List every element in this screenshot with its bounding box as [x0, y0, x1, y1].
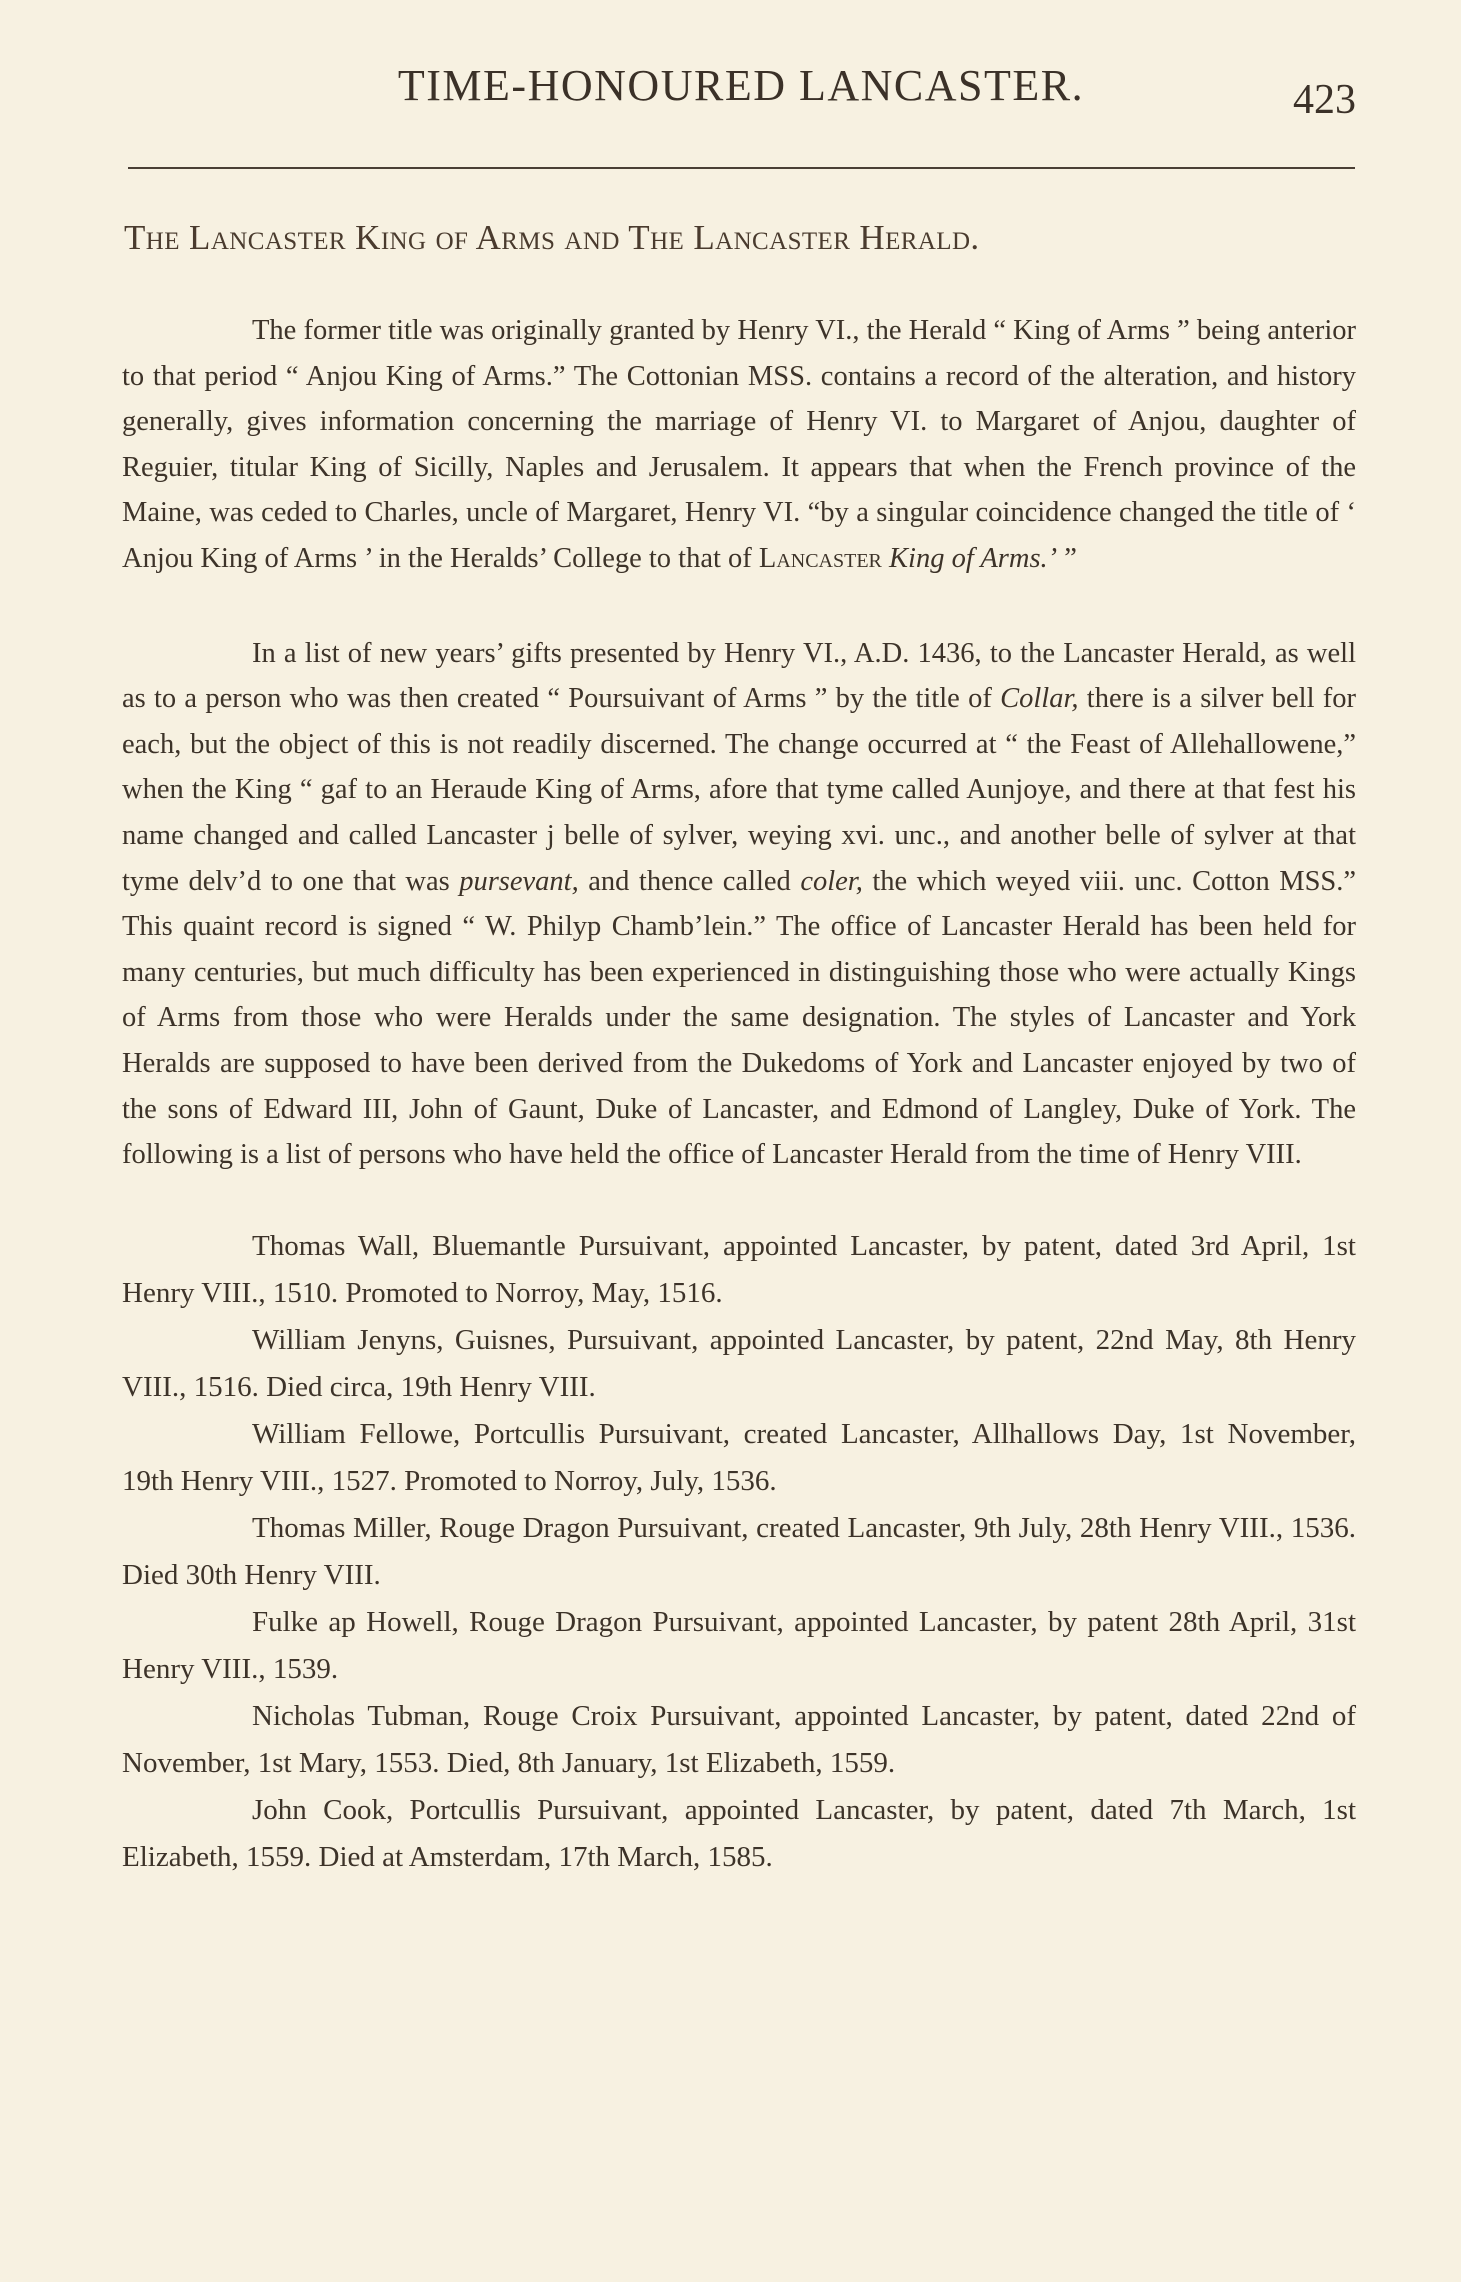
italic-king-of-arms: King of Arms.’ — [889, 542, 1058, 574]
spacer — [122, 1178, 1356, 1223]
paragraph-text: The former title was originally granted by Henry VI., the Herald “ King of Arms ” being anterior to that period “ Anjou King of Arms.” The Cottonian MSS. contains a record of the alteration, and history generally, gives information concerning the marriage of Henry VI. to Margaret of Anjou, daughter of Reguier, titular King of Sicilly, Naples and Jerusalem. It appears that when the French province of the Maine, was ceded to Charles, uncle of Margaret, Henry VI. “by a singular coincidence changed the title of ‘ Anjou King of Arms ’ in the Heralds’ College to that of — [122, 315, 1356, 574]
italic-pursevant: pursevant, — [459, 865, 579, 897]
running-head — [126, 60, 1356, 123]
herald-entry: William Fellowe, Portcullis Pursuivant, created Lancaster, Allhallows Day, 1st November, 19th Henry VIII., 1527. Promoted to Norroy, July, 1536. — [122, 1417, 1356, 1497]
herald-entry: John Cook, Portcullis Pursuivant, appointed Lancaster, by patent, dated 7th March, 1st Elizabeth, 1559. Died at Amsterdam, 17th March, 1585. — [122, 1793, 1356, 1873]
herald-entry: Thomas Miller, Rouge Dragon Pursuivant, created Lancaster, 9th July, 28th Henry VIII., 1536. Died 30th Henry VIII. — [122, 1511, 1356, 1591]
herald-entry: Fulke ap Howell, Rouge Dragon Pursuivant, appointed Lancaster, by patent 28th April, 31st Henry VIII., 1539. — [122, 1605, 1356, 1685]
header-rule — [128, 167, 1355, 169]
paragraph-text: the which weyed viii. unc. Cotton MSS.” This quaint record is signed “ W. Philyp Chamb’lein.” The office of Lancaster Herald has been held for many centuries, but much difficulty has been experienced in distinguishing those who were actually Kings of Arms from those who were Heralds under the same designation. The styles of Lancaster and York Heralds are supposed to have been derived from the Dukedoms of York and Lancaster enjoyed by two of the sons of Edward III, John of Gaunt, Duke of Lancaster, and Edmond of Langley, Duke of York. The following is a list of persons who have held the office of Lancaster Herald from the time of Henry VIII. — [122, 865, 1357, 1171]
paragraph-lancaster-title-origin — [122, 308, 1356, 582]
herald-entry: William Jenyns, Guisnes, Pursuivant, appointed Lancaster, by patent, 22nd May, 8th Henry VIII., 1516. Died circa, 19th Henry VIII. — [122, 1323, 1356, 1403]
page-number: 423 — [1293, 77, 1356, 123]
running-title: TIME-HONOURED LANCASTER. — [397, 61, 1085, 110]
closing-quote: ” — [1057, 542, 1077, 574]
paragraph-new-years-gifts — [122, 631, 1356, 1178]
herald-entry: Thomas Wall, Bluemantle Pursuivant, appointed Lancaster, by patent, dated 3rd April, 1st Henry VIII., 1510. Promoted to Norroy, May, 1516. — [122, 1229, 1356, 1309]
paragraph-text: In a list of new years’ gifts presented by Henry VI., A.D. 1436, to the Lancaster Herald, as well as to a person who was then created “ Poursuivant of Arms ” by the title of — [122, 637, 1356, 715]
italic-collar: Collar, — [1000, 683, 1079, 715]
italic-coler: coler, — [800, 865, 863, 897]
small-caps-lancaster: Lancaster — [758, 542, 882, 574]
body-text — [122, 308, 1356, 1881]
herald-entry: Nicholas Tubman, Rouge Croix Pursuivant, appointed Lancaster, by patent, dated 22nd of November, 1st Mary, 1553. Died, 8th January, 1st Elizabeth, 1559. — [122, 1699, 1356, 1779]
section-heading: The Lancaster King of Arms and The Lancaster Herald. — [124, 218, 980, 257]
paragraph-text: and thence called — [588, 865, 791, 897]
paragraph-text: there is a silver bell for each, but the object of this is not readily discerned. The change occurred at “ the Feast of Allehallowene,” when the King “ gaf to an Heraude King of Arms, afore that tyme called Aunjoye, and there at that fest his name changed and called Lancaster j belle of sylver, weying xvi. unc., and another belle of sylver at that tyme delv’d to one that was — [122, 683, 1357, 897]
